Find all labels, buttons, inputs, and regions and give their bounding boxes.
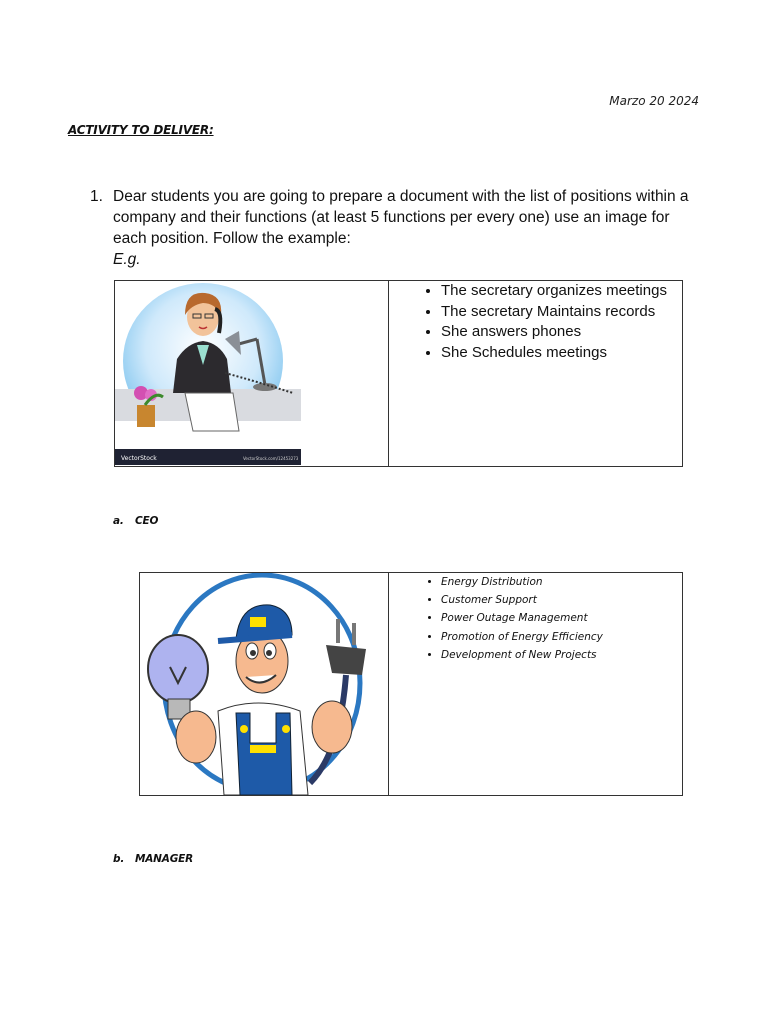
list-item: • She answers phones — [441, 322, 682, 343]
document-date: Marzo 20 2024 — [609, 94, 699, 108]
section-a-heading — [113, 515, 158, 527]
section-a-title: CEO — [135, 515, 159, 527]
ceo-functions-cell — [389, 573, 683, 796]
list-item: • Promotion of Energy Efficiency — [441, 628, 682, 646]
instruction-number: 1. — [90, 188, 103, 205]
section-b-title: MANAGER — [135, 853, 193, 865]
example-functions-cell — [389, 281, 683, 467]
ceo-table — [139, 572, 683, 796]
ceo-image-cell — [140, 573, 389, 796]
example-label: E.g. — [113, 251, 141, 268]
list-item: • Energy Distribution — [441, 573, 682, 591]
secretary-illustration — [115, 281, 301, 465]
list-item: • The secretary Maintains records — [441, 302, 682, 323]
section-a-letter: a. — [113, 515, 124, 527]
activity-title: ACTIVITY TO DELIVER: — [68, 123, 214, 137]
instruction-item — [90, 186, 700, 270]
instruction-text: Dear students you are going to prepare a document with the list of positions within a company and their functions (at least 5 functions per every one) use an image for each position. Follow the example: — [113, 188, 689, 247]
section-b-letter: b. — [113, 853, 125, 865]
secretary-functions-list — [389, 281, 682, 364]
list-item: • The secretary organizes meetings — [441, 281, 682, 302]
ceo-functions-list — [389, 573, 682, 664]
image-watermark-left: VectorStock — [121, 455, 157, 462]
example-table — [114, 280, 683, 467]
example-image-cell — [115, 281, 389, 467]
list-item: • She Schedules meetings — [441, 343, 682, 364]
section-b-heading — [113, 853, 193, 865]
electrician-illustration — [140, 573, 372, 795]
image-watermark-right: VectorStock.com/12453273 — [243, 456, 299, 461]
list-item: • Customer Support — [441, 591, 682, 609]
list-item: • Power Outage Management — [441, 609, 682, 627]
list-item: • Development of New Projects — [441, 646, 682, 664]
